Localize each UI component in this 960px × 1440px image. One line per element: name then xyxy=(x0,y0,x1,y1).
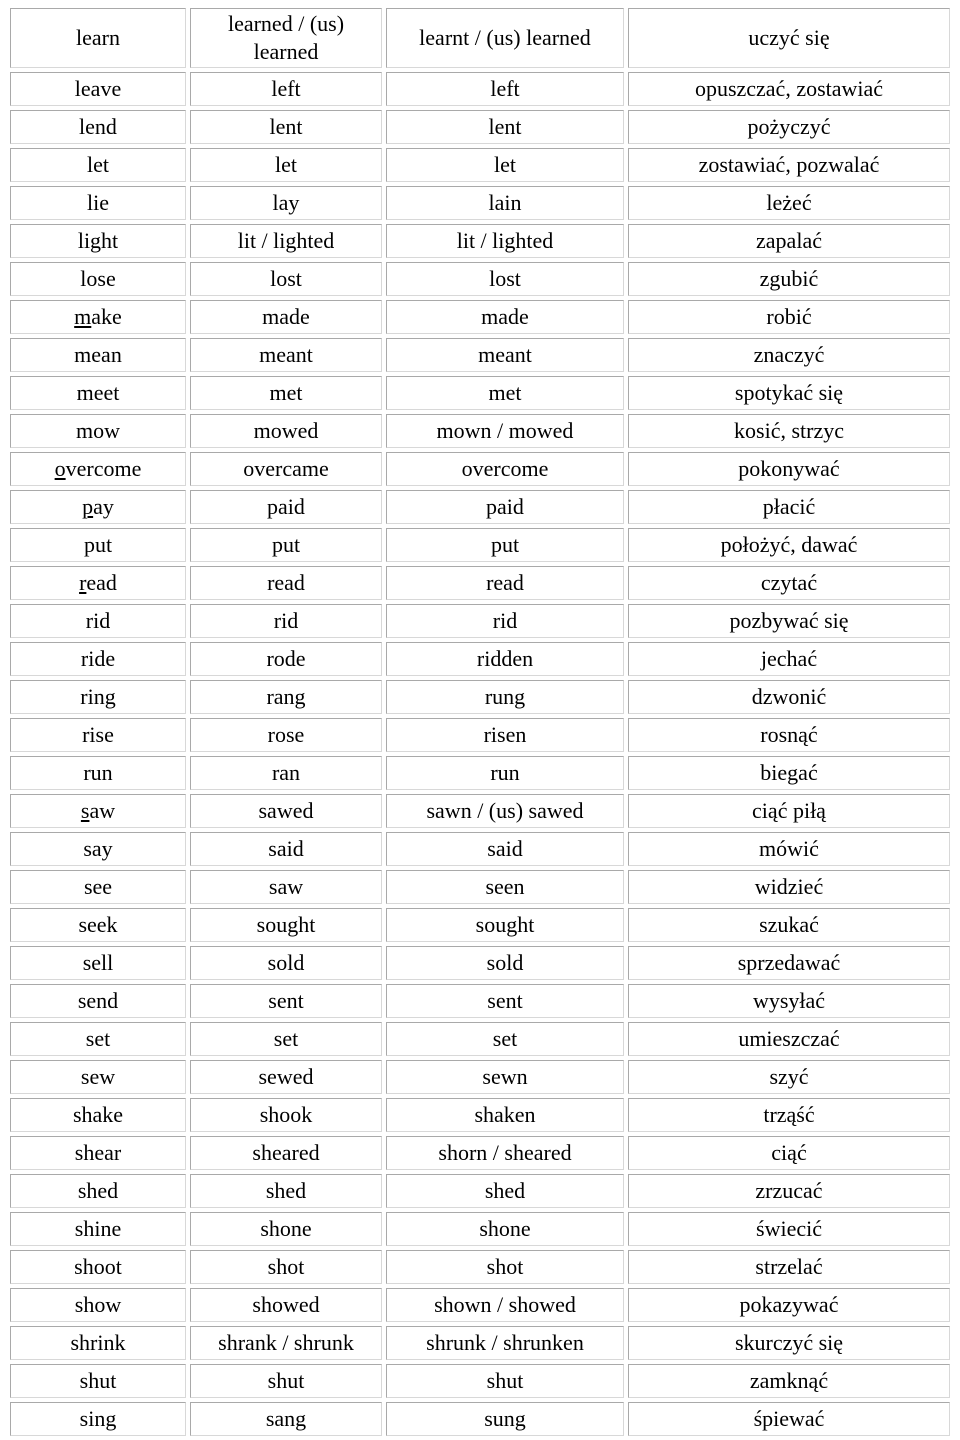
past-simple-cell: sold xyxy=(190,946,382,980)
past-simple-cell: lost xyxy=(190,262,382,296)
table-row xyxy=(10,1174,950,1208)
past-participle-cell: shot xyxy=(386,1250,624,1284)
table-row xyxy=(10,870,950,904)
past-simple-cell: paid xyxy=(190,490,382,524)
table-row xyxy=(10,794,950,828)
past-simple-cell: learned / (us) learned xyxy=(190,8,382,68)
table-row xyxy=(10,490,950,524)
table-row xyxy=(10,376,950,410)
base-form-cell: send xyxy=(10,984,186,1018)
past-simple-cell: rang xyxy=(190,680,382,714)
table-row xyxy=(10,604,950,638)
polish-translation-cell: wysyłać xyxy=(628,984,950,1018)
past-participle-cell: seen xyxy=(386,870,624,904)
base-form-cell: saw xyxy=(10,794,186,828)
past-simple-cell: sheared xyxy=(190,1136,382,1170)
table-row xyxy=(10,186,950,220)
table-row xyxy=(10,528,950,562)
table-row xyxy=(10,946,950,980)
polish-translation-cell: zamknąć xyxy=(628,1364,950,1398)
table-row xyxy=(10,1212,950,1246)
table-row xyxy=(10,224,950,258)
table-row xyxy=(10,832,950,866)
past-simple-cell: made xyxy=(190,300,382,334)
past-participle-cell: read xyxy=(386,566,624,600)
table-body xyxy=(10,8,950,1436)
polish-translation-cell: pokazywać xyxy=(628,1288,950,1322)
base-form-cell: mean xyxy=(10,338,186,372)
table-row xyxy=(10,414,950,448)
past-participle-cell: mown / mowed xyxy=(386,414,624,448)
polish-translation-cell: zrzucać xyxy=(628,1174,950,1208)
table-row xyxy=(10,262,950,296)
table-row xyxy=(10,1288,950,1322)
past-simple-cell: rose xyxy=(190,718,382,752)
base-form-cell: lie xyxy=(10,186,186,220)
past-simple-cell: left xyxy=(190,72,382,106)
past-participle-cell: sung xyxy=(386,1402,624,1436)
table-row xyxy=(10,1326,950,1360)
past-participle-cell: rid xyxy=(386,604,624,638)
table-row xyxy=(10,1022,950,1056)
table-row xyxy=(10,8,950,68)
base-form-cell: shed xyxy=(10,1174,186,1208)
polish-translation-cell: widzieć xyxy=(628,870,950,904)
past-participle-cell: sought xyxy=(386,908,624,942)
base-form-cell: see xyxy=(10,870,186,904)
base-form-cell: lose xyxy=(10,262,186,296)
polish-translation-cell: ciąć xyxy=(628,1136,950,1170)
past-simple-cell: set xyxy=(190,1022,382,1056)
polish-translation-cell: robić xyxy=(628,300,950,334)
past-simple-cell: said xyxy=(190,832,382,866)
table-row xyxy=(10,1364,950,1398)
past-simple-cell: sang xyxy=(190,1402,382,1436)
past-simple-cell: sewed xyxy=(190,1060,382,1094)
polish-translation-cell: uczyć się xyxy=(628,8,950,68)
base-form-cell: shear xyxy=(10,1136,186,1170)
base-form-cell: put xyxy=(10,528,186,562)
base-form-cell: lend xyxy=(10,110,186,144)
table-row xyxy=(10,1250,950,1284)
table-row xyxy=(10,718,950,752)
base-form-cell: let xyxy=(10,148,186,182)
past-participle-cell: lent xyxy=(386,110,624,144)
past-participle-cell: said xyxy=(386,832,624,866)
polish-translation-cell: spotykać się xyxy=(628,376,950,410)
polish-translation-cell: zgubić xyxy=(628,262,950,296)
table-row xyxy=(10,566,950,600)
base-form-cell: show xyxy=(10,1288,186,1322)
past-participle-cell: sewn xyxy=(386,1060,624,1094)
polish-translation-cell: mówić xyxy=(628,832,950,866)
past-simple-cell: lent xyxy=(190,110,382,144)
polish-translation-cell: jechać xyxy=(628,642,950,676)
underlined-letter: o xyxy=(54,456,66,481)
polish-translation-cell: płacić xyxy=(628,490,950,524)
past-participle-cell: shut xyxy=(386,1364,624,1398)
past-participle-cell: set xyxy=(386,1022,624,1056)
base-form-cell: ride xyxy=(10,642,186,676)
base-form-cell: rid xyxy=(10,604,186,638)
polish-translation-cell: znaczyć xyxy=(628,338,950,372)
polish-translation-cell: położyć, dawać xyxy=(628,528,950,562)
base-form-cell: set xyxy=(10,1022,186,1056)
past-simple-cell: lay xyxy=(190,186,382,220)
table-row xyxy=(10,452,950,486)
polish-translation-cell: kosić, strzyc xyxy=(628,414,950,448)
polish-translation-cell: świecić xyxy=(628,1212,950,1246)
past-participle-cell: risen xyxy=(386,718,624,752)
base-form-cell: shrink xyxy=(10,1326,186,1360)
past-simple-cell: read xyxy=(190,566,382,600)
underlined-letter: m xyxy=(74,304,92,329)
past-simple-cell: saw xyxy=(190,870,382,904)
polish-translation-cell: trząść xyxy=(628,1098,950,1132)
polish-translation-cell: ciąć piłą xyxy=(628,794,950,828)
past-simple-cell: put xyxy=(190,528,382,562)
base-form-cell: learn xyxy=(10,8,186,68)
polish-translation-cell: czytać xyxy=(628,566,950,600)
past-participle-cell: learnt / (us) learned xyxy=(386,8,624,68)
polish-translation-cell: biegać xyxy=(628,756,950,790)
past-participle-cell: lit / lighted xyxy=(386,224,624,258)
past-simple-cell: sent xyxy=(190,984,382,1018)
base-form-cell: run xyxy=(10,756,186,790)
polish-translation-cell: sprzedawać xyxy=(628,946,950,980)
past-participle-cell: paid xyxy=(386,490,624,524)
past-participle-cell: lost xyxy=(386,262,624,296)
table-row xyxy=(10,984,950,1018)
past-simple-cell: sought xyxy=(190,908,382,942)
base-form-cell: light xyxy=(10,224,186,258)
polish-translation-cell: strzelać xyxy=(628,1250,950,1284)
table-row xyxy=(10,338,950,372)
polish-translation-cell: zapalać xyxy=(628,224,950,258)
past-simple-cell: shut xyxy=(190,1364,382,1398)
polish-translation-cell: umieszczać xyxy=(628,1022,950,1056)
irregular-verbs-table xyxy=(6,4,954,1440)
base-form-cell: read xyxy=(10,566,186,600)
base-form-cell: ring xyxy=(10,680,186,714)
past-participle-cell: left xyxy=(386,72,624,106)
past-simple-cell: mowed xyxy=(190,414,382,448)
base-form-cell: shut xyxy=(10,1364,186,1398)
past-participle-cell: lain xyxy=(386,186,624,220)
past-participle-cell: sent xyxy=(386,984,624,1018)
polish-translation-cell: leżeć xyxy=(628,186,950,220)
past-simple-cell: rid xyxy=(190,604,382,638)
base-form-cell: shine xyxy=(10,1212,186,1246)
past-simple-cell: shed xyxy=(190,1174,382,1208)
past-simple-cell: rode xyxy=(190,642,382,676)
past-participle-cell: run xyxy=(386,756,624,790)
underlined-letter: s xyxy=(80,798,90,823)
polish-translation-cell: pożyczyć xyxy=(628,110,950,144)
base-form-cell: seek xyxy=(10,908,186,942)
underlined-letter: r xyxy=(79,570,87,595)
table-row xyxy=(10,1098,950,1132)
past-participle-cell: shone xyxy=(386,1212,624,1246)
past-participle-cell: put xyxy=(386,528,624,562)
base-form-cell: pay xyxy=(10,490,186,524)
past-simple-cell: shone xyxy=(190,1212,382,1246)
base-form-cell: meet xyxy=(10,376,186,410)
table-row xyxy=(10,148,950,182)
polish-translation-cell: rosnąć xyxy=(628,718,950,752)
base-form-cell: leave xyxy=(10,72,186,106)
past-participle-cell: shown / showed xyxy=(386,1288,624,1322)
past-participle-cell: shrunk / shrunken xyxy=(386,1326,624,1360)
base-form-cell: mow xyxy=(10,414,186,448)
polish-translation-cell: szyć xyxy=(628,1060,950,1094)
past-simple-cell: sawed xyxy=(190,794,382,828)
table-row xyxy=(10,908,950,942)
past-simple-cell: meant xyxy=(190,338,382,372)
base-form-cell: shoot xyxy=(10,1250,186,1284)
base-form-cell: sell xyxy=(10,946,186,980)
past-participle-cell: sawn / (us) sawed xyxy=(386,794,624,828)
table-row xyxy=(10,642,950,676)
table-row xyxy=(10,110,950,144)
past-simple-cell: shrank / shrunk xyxy=(190,1326,382,1360)
polish-translation-cell: szukać xyxy=(628,908,950,942)
base-form-cell: make xyxy=(10,300,186,334)
past-simple-cell: ran xyxy=(190,756,382,790)
underlined-letter: p xyxy=(82,494,94,519)
past-simple-cell: overcame xyxy=(190,452,382,486)
table-row xyxy=(10,1136,950,1170)
table-row xyxy=(10,300,950,334)
past-participle-cell: let xyxy=(386,148,624,182)
polish-translation-cell: zostawiać, pozwalać xyxy=(628,148,950,182)
base-form-cell: rise xyxy=(10,718,186,752)
table-row xyxy=(10,1060,950,1094)
past-simple-cell: let xyxy=(190,148,382,182)
polish-translation-cell: skurczyć się xyxy=(628,1326,950,1360)
past-participle-cell: made xyxy=(386,300,624,334)
polish-translation-cell: pozbywać się xyxy=(628,604,950,638)
base-form-cell: sing xyxy=(10,1402,186,1436)
past-simple-cell: shot xyxy=(190,1250,382,1284)
polish-translation-cell: dzwonić xyxy=(628,680,950,714)
past-simple-cell: met xyxy=(190,376,382,410)
table-row xyxy=(10,1402,950,1436)
polish-translation-cell: śpiewać xyxy=(628,1402,950,1436)
past-participle-cell: shed xyxy=(386,1174,624,1208)
past-participle-cell: meant xyxy=(386,338,624,372)
past-simple-cell: showed xyxy=(190,1288,382,1322)
base-form-cell: overcome xyxy=(10,452,186,486)
past-simple-cell: shook xyxy=(190,1098,382,1132)
past-participle-cell: shorn / sheared xyxy=(386,1136,624,1170)
past-participle-cell: shaken xyxy=(386,1098,624,1132)
past-simple-cell: lit / lighted xyxy=(190,224,382,258)
past-participle-cell: sold xyxy=(386,946,624,980)
polish-translation-cell: pokonywać xyxy=(628,452,950,486)
past-participle-cell: rung xyxy=(386,680,624,714)
table-row xyxy=(10,72,950,106)
past-participle-cell: met xyxy=(386,376,624,410)
base-form-cell: sew xyxy=(10,1060,186,1094)
base-form-cell: shake xyxy=(10,1098,186,1132)
polish-translation-cell: opuszczać, zostawiać xyxy=(628,72,950,106)
past-participle-cell: overcome xyxy=(386,452,624,486)
base-form-cell: say xyxy=(10,832,186,866)
table-row xyxy=(10,756,950,790)
table-row xyxy=(10,680,950,714)
past-participle-cell: ridden xyxy=(386,642,624,676)
